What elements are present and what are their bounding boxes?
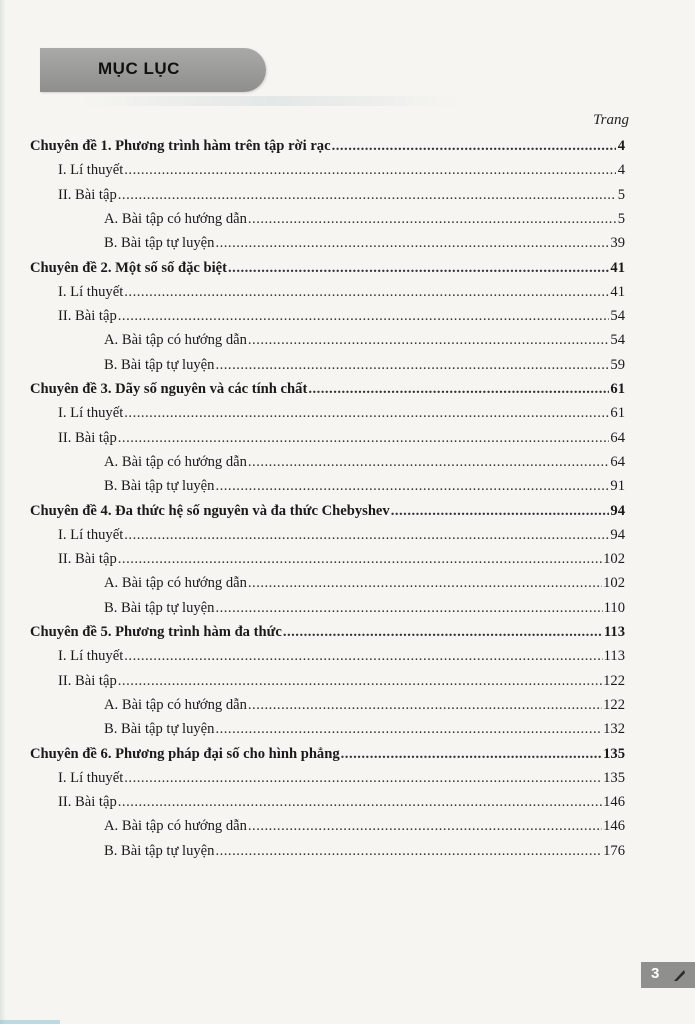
dot-leader	[248, 209, 616, 229]
bleed-through-text	[80, 96, 460, 106]
toc-chapter-entry-title: Chuyên đề 2. Một số số đặc biệt	[30, 259, 228, 276]
toc-section-entry[interactable]	[58, 403, 625, 423]
toc-subsection-entry-page: 64	[610, 453, 625, 470]
toc-section-entry-title: II. Bài tập	[58, 429, 117, 446]
toc-section-entry[interactable]	[58, 428, 625, 448]
toc-section-entry-title: II. Bài tập	[58, 551, 117, 568]
toc-subsection-entry-title: B. Bài tập tự luyện	[104, 478, 215, 495]
dot-leader	[215, 719, 602, 739]
dot-leader	[118, 792, 602, 812]
toc-subsection-entry[interactable]	[104, 573, 625, 593]
toc-subsection-entry-title: A. Bài tập có hướng dẫn	[104, 332, 247, 349]
toc-section-entry-title: I. Lí thuyết	[58, 405, 124, 422]
toc-chapter-entry[interactable]	[30, 501, 625, 521]
toc-section-entry-page: 64	[610, 429, 625, 446]
toc-section-entry-title: I. Lí thuyết	[58, 648, 124, 665]
toc-subsection-entry-page: 59	[610, 356, 625, 373]
toc-section-entry-page: 61	[610, 405, 625, 422]
dot-leader	[124, 768, 602, 788]
toc-subsection-entry[interactable]	[104, 209, 625, 229]
toc-section-entry[interactable]	[58, 549, 625, 569]
toc-subsection-entry-title: B. Bài tập tự luyện	[104, 356, 215, 373]
toc-section-entry[interactable]	[58, 185, 625, 205]
toc-section-entry-title: I. Lí thuyết	[58, 526, 124, 543]
toc-section-entry-page: 135	[603, 769, 625, 786]
toc-section-entry-page: 5	[617, 186, 625, 203]
dot-leader	[248, 573, 602, 593]
bottom-edge-mark	[0, 1020, 60, 1024]
toc-subsection-entry[interactable]	[104, 452, 625, 472]
toc-chapter-entry-title: Chuyên đề 5. Phương trình hàm đa thức	[30, 624, 282, 640]
toc-section-entry-page: 122	[603, 672, 625, 689]
dot-leader	[118, 549, 602, 569]
toc-subsection-entry[interactable]	[104, 233, 625, 253]
toc-subsection-entry-title: B. Bài tập tự luyện	[104, 721, 215, 738]
toc-subsection-entry-page: 132	[603, 721, 625, 738]
toc-section-entry[interactable]	[58, 282, 625, 302]
toc-subsection-entry-page: 5	[617, 210, 625, 227]
toc-subsection-entry-page: 110	[603, 599, 625, 616]
toc-chapter-entry-page: 4	[617, 138, 625, 154]
toc-chapter-entry-page: 113	[603, 624, 625, 640]
dot-leader	[215, 598, 602, 618]
toc-subsection-entry[interactable]	[104, 816, 625, 836]
toc-chapter-entry-title: Chuyên đề 4. Đa thức hệ số nguyên và đa thức Chebyshev	[30, 502, 390, 519]
page-edge-shadow	[0, 0, 6, 1024]
dot-leader	[341, 744, 602, 764]
toc-subsection-entry-title: B. Bài tập tự luyện	[104, 599, 215, 616]
dot-leader	[124, 525, 609, 545]
toc-section-entry-title: I. Lí thuyết	[58, 283, 124, 300]
dot-leader	[228, 258, 609, 278]
dot-leader	[283, 622, 603, 642]
dot-leader	[391, 501, 610, 521]
page-number-badge	[641, 962, 695, 988]
toc-subsection-entry[interactable]	[104, 330, 625, 350]
toc-section-entry-page: 94	[610, 526, 625, 543]
toc-subsection-entry-page: 54	[610, 332, 625, 349]
dot-leader	[124, 403, 609, 423]
toc-section-entry-page: 54	[610, 308, 625, 325]
toc-section-entry[interactable]	[58, 160, 625, 180]
dot-leader	[215, 841, 602, 861]
toc-subsection-entry[interactable]	[104, 695, 625, 715]
toc-chapter-entry-title: Chuyên đề 6. Phương pháp đại số cho hình phẳng	[30, 745, 340, 762]
toc-subsection-entry-title: A. Bài tập có hướng dẫn	[104, 453, 247, 470]
toc-section-entry-title: II. Bài tập	[58, 672, 117, 689]
toc-section-entry-page: 102	[603, 551, 625, 568]
toc-section-entry-title: II. Bài tập	[58, 308, 117, 325]
toc-subsection-entry-title: A. Bài tập có hướng dẫn	[104, 210, 247, 227]
toc-subsection-entry-title: B. Bài tập tự luyện	[104, 842, 215, 859]
toc-section-entry-title: II. Bài tập	[58, 794, 117, 811]
toc-chapter-entry[interactable]	[30, 744, 625, 764]
toc-subsection-entry-title: A. Bài tập có hướng dẫn	[104, 818, 247, 835]
page-column-label: Trang	[593, 112, 629, 128]
dot-leader	[118, 428, 610, 448]
toc-chapter-entry[interactable]	[30, 258, 625, 278]
toc-section-entry[interactable]	[58, 646, 625, 666]
toc-section-entry-title: II. Bài tập	[58, 186, 117, 203]
toc-section-entry-page: 113	[603, 648, 625, 665]
page-number: 3	[651, 965, 660, 982]
dot-leader	[248, 330, 610, 350]
toc-subsection-entry-page: 102	[603, 575, 625, 592]
toc-subsection-entry[interactable]	[104, 476, 625, 496]
corner-mark-icon	[671, 967, 687, 983]
toc-subsection-entry-page: 39	[610, 235, 625, 252]
toc-chapter-entry[interactable]	[30, 622, 625, 642]
dot-leader	[215, 476, 609, 496]
dot-leader	[124, 646, 602, 666]
dot-leader	[215, 355, 609, 375]
toc-section-entry-page: 41	[610, 283, 625, 300]
dot-leader	[124, 160, 616, 180]
toc-subsection-entry-page: 122	[603, 696, 625, 713]
toc-subsection-entry[interactable]	[104, 719, 625, 739]
dot-leader	[248, 695, 602, 715]
dot-leader	[248, 452, 610, 472]
toc-chapter-entry-title: Chuyên đề 3. Dãy số nguyên và các tính chất	[30, 381, 308, 397]
dot-leader	[118, 185, 616, 205]
toc-subsection-entry-page: 176	[603, 842, 625, 859]
toc-subsection-entry-title: A. Bài tập có hướng dẫn	[104, 575, 247, 592]
toc-subsection-entry-page: 146	[603, 818, 625, 835]
dot-leader	[118, 306, 610, 326]
toc-section-entry[interactable]	[58, 792, 625, 812]
toc-chapter-entry[interactable]	[30, 136, 625, 156]
toc-section-entry[interactable]	[58, 306, 625, 326]
toc-section-entry-title: I. Lí thuyết	[58, 162, 124, 179]
toc-chapter-entry-title: Chuyên đề 1. Phương trình hàm trên tập rời rạc	[30, 138, 331, 154]
dot-leader	[332, 136, 616, 156]
toc-section-entry-page: 4	[617, 162, 625, 179]
dot-leader	[308, 379, 609, 399]
toc-subsection-entry-title: B. Bài tập tự luyện	[104, 235, 215, 252]
toc-header-tab	[40, 48, 266, 92]
dot-leader	[124, 282, 609, 302]
toc-chapter-entry-page: 61	[610, 381, 625, 397]
toc-section-entry-page: 146	[603, 794, 625, 811]
toc-subsection-entry-page: 91	[610, 478, 625, 495]
dot-leader	[248, 816, 602, 836]
toc-section-entry[interactable]	[58, 671, 625, 691]
toc-subsection-entry[interactable]	[104, 598, 625, 618]
toc-title: MỤC LỤC	[98, 59, 180, 78]
dot-leader	[215, 233, 609, 253]
toc-chapter-entry[interactable]	[30, 379, 625, 399]
toc-section-entry[interactable]	[58, 768, 625, 788]
toc-chapter-entry-page: 135	[603, 745, 625, 762]
toc-section-entry-title: I. Lí thuyết	[58, 769, 124, 786]
toc-chapter-entry-page: 94	[610, 502, 625, 519]
toc-section-entry[interactable]	[58, 525, 625, 545]
dot-leader	[118, 671, 602, 691]
toc-subsection-entry[interactable]	[104, 355, 625, 375]
toc-subsection-entry[interactable]	[104, 841, 625, 861]
toc-subsection-entry-title: A. Bài tập có hướng dẫn	[104, 696, 247, 713]
toc-chapter-entry-page: 41	[610, 259, 625, 276]
